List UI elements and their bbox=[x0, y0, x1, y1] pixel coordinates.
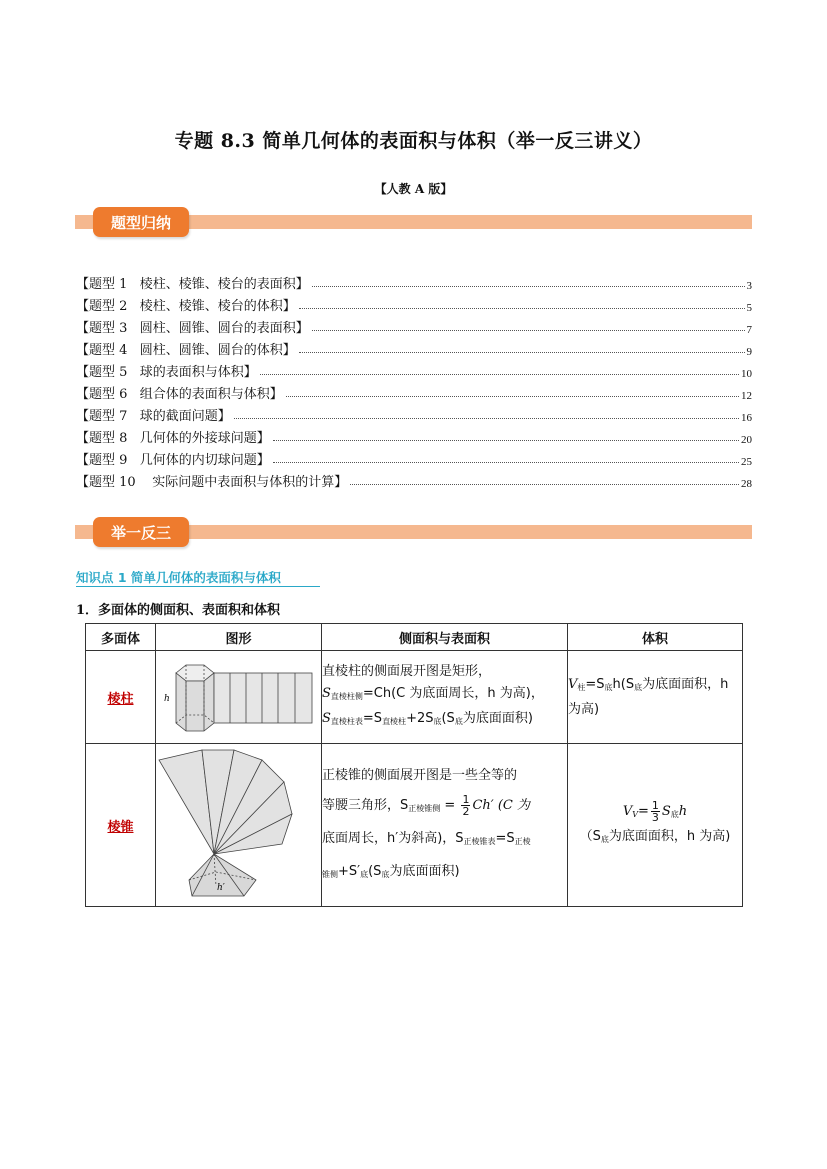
row-name-prism[interactable]: 棱柱 bbox=[86, 651, 156, 744]
toc-entry-label: 【题型 9 几何体的内切球问题】 bbox=[76, 453, 270, 468]
prism-area-line2: $S_{直棱柱侧}=Ch(C$ 为底面周长，h 为高)， bbox=[322, 686, 544, 701]
table-header-row bbox=[86, 624, 743, 651]
polyhedra-table bbox=[85, 623, 743, 907]
toc-entry[interactable] bbox=[76, 314, 752, 336]
toc-entry-label: 【题型 5 球的表面积与体积】 bbox=[76, 365, 257, 380]
toc-entry-label: 【题型 2 棱柱、棱锥、棱台的体积】 bbox=[76, 299, 296, 314]
section-heading: 1．多面体的侧面积、表面积和体积 bbox=[76, 603, 281, 618]
table-row-prism bbox=[86, 651, 743, 744]
section-tab-practice: 举一反三 bbox=[93, 517, 189, 547]
toc-entry[interactable] bbox=[76, 292, 752, 314]
pyramid-volume-text bbox=[568, 744, 743, 907]
toc-leader-dots bbox=[299, 352, 745, 353]
prism-volume-text: $V_柱=S_底h(S_底$为底面面积，h 为高) bbox=[568, 651, 743, 744]
pyramid-volume-formula: $V_V=$ $\frac{1}{3}$ $S_底h$ bbox=[622, 798, 688, 824]
pyramid-net-figure bbox=[156, 744, 321, 902]
row-name-pyramid[interactable]: 棱锥 bbox=[86, 744, 156, 907]
toc-entry-page: 12 bbox=[741, 390, 752, 402]
pyramid-area-line3: 底面周长，h′为斜高)，$S_{正棱锥表}=S_{正棱}$ bbox=[322, 830, 531, 846]
toc-entry-label: 【题型 10 实际问题中表面积与体积的计算】 bbox=[76, 475, 348, 490]
pyramid-area-text bbox=[322, 744, 568, 907]
pyramid-area-line2: 等腰三角形，$S_{正棱锥侧}$ = $\frac{1}{2}$ Ch′ (C 为 bbox=[322, 792, 530, 818]
toc-leader-dots bbox=[260, 374, 739, 375]
toc-leader-dots bbox=[299, 308, 745, 309]
prism-net-figure bbox=[156, 651, 321, 739]
fraction-third: $\frac{1}{3}$ bbox=[651, 798, 659, 824]
toc-entry-label: 【题型 4 圆柱、圆锥、圆台的体积】 bbox=[76, 343, 296, 358]
toc-entry-page: 3 bbox=[746, 280, 752, 292]
pyramid-slant-label: h′ bbox=[217, 883, 225, 893]
table-of-contents bbox=[76, 270, 752, 490]
toc-entry-page: 7 bbox=[746, 324, 752, 336]
toc-entry-label: 【题型 3 圆柱、圆锥、圆台的表面积】 bbox=[76, 321, 309, 336]
header-figure: 图形 bbox=[156, 624, 322, 651]
toc-entry-page: 10 bbox=[741, 368, 752, 380]
toc-entry-page: 5 bbox=[746, 302, 752, 314]
toc-entry[interactable] bbox=[76, 270, 752, 292]
header-polyhedron: 多面体 bbox=[86, 624, 156, 651]
section-tab-summary: 题型归纳 bbox=[93, 207, 189, 237]
toc-entry-label: 【题型 7 球的截面问题】 bbox=[76, 409, 231, 424]
table-row-pyramid bbox=[86, 744, 743, 907]
prism-area-text bbox=[322, 651, 568, 744]
toc-entry-page: 16 bbox=[741, 412, 752, 424]
pyramid-area-line1: 正棱锥的侧面展开图是一些全等的 bbox=[322, 767, 518, 783]
toc-leader-dots bbox=[286, 396, 739, 397]
toc-entry-page: 9 bbox=[746, 346, 752, 358]
toc-entry-page: 28 bbox=[741, 478, 752, 490]
header-area: 侧面积与表面积 bbox=[322, 624, 568, 651]
prism-area-line3: $S_{直棱柱表}=S_{直棱柱}+2S_底(S_底$为底面面积) bbox=[322, 711, 533, 726]
toc-leader-dots bbox=[312, 330, 745, 331]
toc-entry-page: 20 bbox=[741, 434, 752, 446]
toc-entry-label: 【题型 6 组合体的表面积与体积】 bbox=[76, 387, 283, 402]
toc-entry[interactable] bbox=[76, 468, 752, 490]
toc-leader-dots bbox=[350, 484, 739, 485]
toc-entry-page: 25 bbox=[741, 456, 752, 468]
knowledge-point-underline bbox=[76, 586, 320, 587]
toc-leader-dots bbox=[273, 440, 739, 441]
pyramid-area-line4: $_{锥侧}+S'_底(S_底$为底面面积) bbox=[322, 863, 460, 879]
pyramid-volume-note: （$S_底$为底面面积，h 为高) bbox=[579, 828, 731, 844]
prism-figure-cell bbox=[156, 651, 322, 744]
edition-label: 【人教 A 版】 bbox=[374, 182, 453, 196]
toc-leader-dots bbox=[273, 462, 739, 463]
document-title: 专题 8.3 简单几何体的表面积与体积（举一反三讲义） bbox=[174, 130, 653, 152]
toc-entry[interactable] bbox=[76, 380, 752, 402]
toc-leader-dots bbox=[312, 286, 745, 287]
prism-area-line1: 直棱柱的侧面展开图是矩形， bbox=[322, 664, 492, 679]
toc-entry[interactable] bbox=[76, 424, 752, 446]
toc-entry[interactable] bbox=[76, 336, 752, 358]
fraction-half: $\frac{1}{2}$ bbox=[462, 792, 470, 818]
prism-height-label: h bbox=[164, 694, 170, 704]
toc-entry-label: 【题型 1 棱柱、棱锥、棱台的表面积】 bbox=[76, 277, 309, 292]
header-volume: 体积 bbox=[568, 624, 743, 651]
toc-leader-dots bbox=[234, 418, 739, 419]
toc-entry[interactable] bbox=[76, 446, 752, 468]
toc-entry[interactable] bbox=[76, 402, 752, 424]
toc-entry-label: 【题型 8 几何体的外接球问题】 bbox=[76, 431, 270, 446]
knowledge-point-heading: 知识点 1 简单几何体的表面积与体积 bbox=[76, 570, 281, 585]
toc-entry[interactable] bbox=[76, 358, 752, 380]
pyramid-figure-cell bbox=[156, 744, 322, 907]
